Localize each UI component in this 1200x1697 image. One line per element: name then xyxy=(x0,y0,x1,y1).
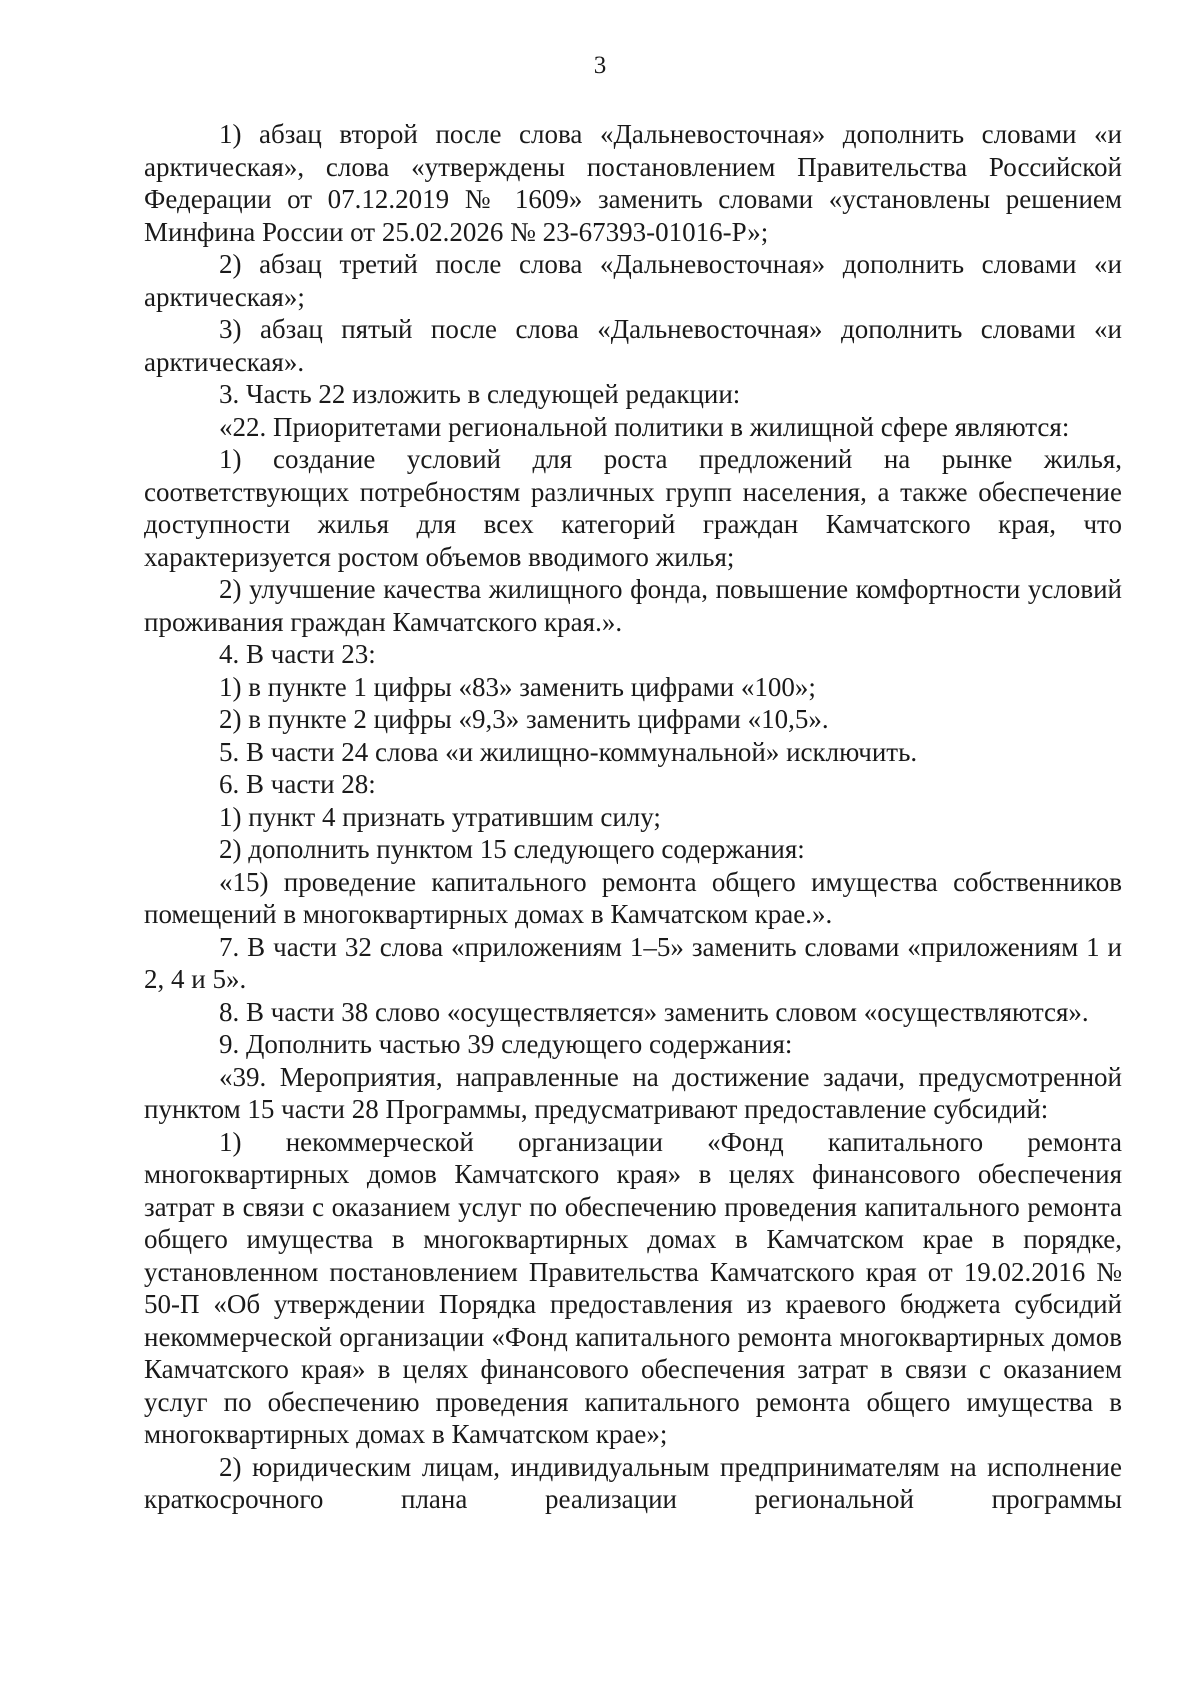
paragraph-part-39-heading: 9. Дополнить частью 39 следующего содержания: xyxy=(219,1029,793,1059)
paragraph-subsidy-1: 1) некоммерческой организации «Фонд капитального ремонта многоквартирных домов Камчатского края» в целях финансового обеспечения затрат в связи с оказанием услуг по обеспечению проведения капитального ремонта общего имущества в многоквартирных домах в Камчатском крае в порядке, установленном постановлением Правительства Камчатского края от 19.02.2016 № 50-П «Об утверждении Порядка предоставления из краевого бюджета субсидий некоммерческой организации «Фонд капитального ремонта многоквартирных домов Камчатского края» в целях финансового обеспечения затрат в связи с оказанием услуг по обеспечению проведения капитального ремонта общего имущества в многоквартирных домах в Камчатском крае»; xyxy=(144,1126,1122,1449)
paragraph-part-22-priorities: «22. Приоритетами региональной политики в жилищной сфере являются: xyxy=(219,411,1070,442)
paragraph-part-23-item-1: 1) в пункте 1 цифры «83» заменить цифрами «100»; xyxy=(219,671,816,702)
paragraph-part-23-heading: 4. В части 23: xyxy=(219,639,376,669)
paragraph-part-39-intro: «39. Мероприятия, направленные на достижение задачи, предусмотренной пунктом 15 части 28 Программы, предусматривают предоставление субсидий: xyxy=(144,1061,1122,1124)
paragraph-part-28-item-1: 1) пункт 4 признать утратившим силу; xyxy=(219,801,661,832)
paragraph-abzac-tretii: 2) абзац третий после слова «Дальневосточная» дополнить словами «и арктическая»; xyxy=(144,249,1122,312)
paragraph-subsidy-2: 2) юридическим лицам, индивидуальным предпринимателям на исполнение краткосрочного плана реализации региональной программы xyxy=(144,1451,1122,1514)
paragraph-priority-2: 2) улучшение качества жилищного фонда, повышение комфортности условий проживания граждан Камчатского края.». xyxy=(144,574,1122,637)
paragraph-point-15: «15) проведение капитального ремонта общего имущества собственников помещений в многоквартирных домах в Камчатском крае.». xyxy=(144,866,1122,929)
document-body xyxy=(144,118,1122,1516)
paragraph-abzac-pyatyi: 3) абзац пятый после слова «Дальневосточная» дополнить словами «и арктическая». xyxy=(144,314,1122,377)
paragraph-part-24: 5. В части 24 слова «и жилищно-коммунальной» исключить. xyxy=(219,736,918,767)
paragraph-abzac-vtoroi: 1) абзац второй после слова «Дальневосточная» дополнить словами «и арктическая», слова «утверждены постановлением Правительства Российской Федерации от 07.12.2019 № 1609» заменить словами «установлены решением Минфина России от 25.02.2026 № 23-67393-01016-Р»; xyxy=(144,119,1122,247)
paragraph-part-22-heading: 3. Часть 22 изложить в следующей редакции: xyxy=(219,379,741,409)
paragraph-priority-1: 1) создание условий для роста предложений на рынке жилья, соответствующих потребностям различных групп населения, а также обеспечение доступности жилья для всех категорий граждан Камчатского края, что характеризуется ростом объемов вводимого жилья; xyxy=(144,444,1122,572)
paragraph-part-28-heading: 6. В части 28: xyxy=(219,769,376,799)
paragraph-part-38: 8. В части 38 слово «осуществляется» заменить словом «осуществляются». xyxy=(219,996,1089,1027)
paragraph-part-28-item-2: 2) дополнить пунктом 15 следующего содержания: xyxy=(219,834,805,864)
paragraph-part-23-item-2: 2) в пункте 2 цифры «9,3» заменить цифрами «10,5». xyxy=(219,704,829,734)
paragraph-part-32: 7. В части 32 слова «приложениям 1–5» заменить словами «приложениям 1 и 2, 4 и 5». xyxy=(144,931,1122,994)
page-number: 3 xyxy=(593,52,607,79)
